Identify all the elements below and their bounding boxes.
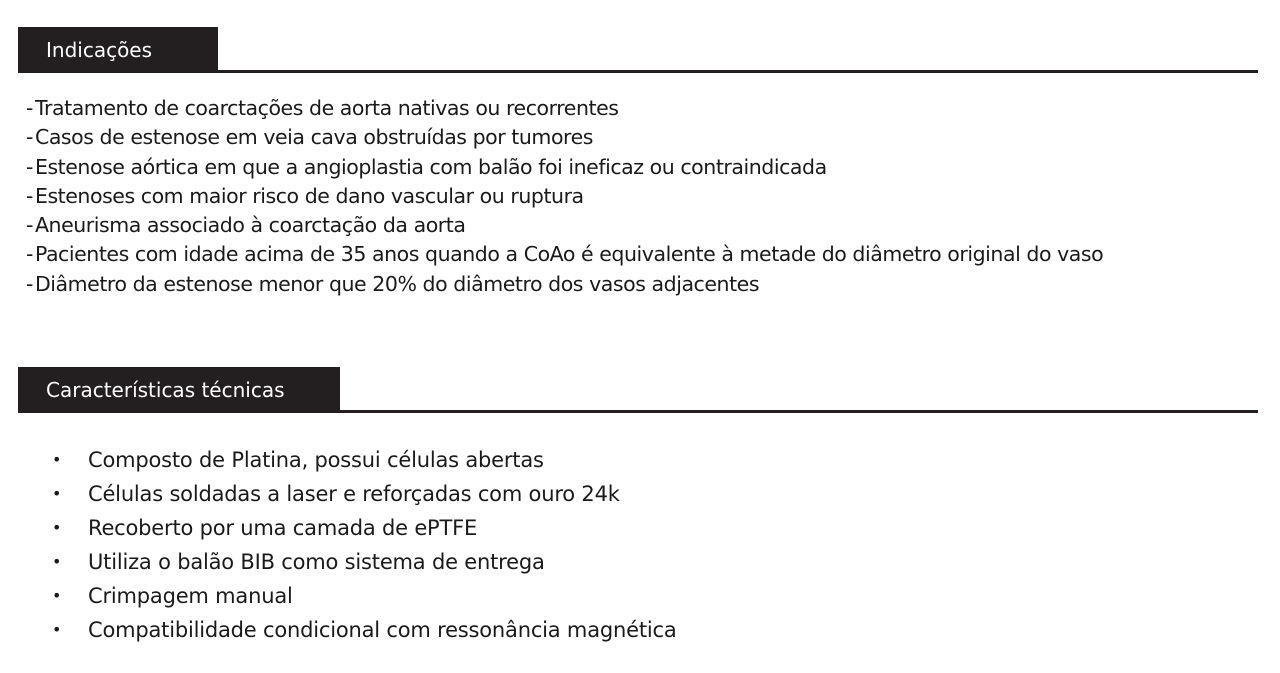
indicacoes-item: -Tratamento de coarctações de aorta nativas ou recorrentes bbox=[26, 96, 619, 120]
caracteristicas-header bbox=[18, 367, 1258, 413]
indicacoes-item: -Estenose aórtica em que a angioplastia com balão foi ineficaz ou contraindicada bbox=[26, 154, 827, 179]
bullet-icon: • bbox=[52, 518, 62, 537]
caracteristicas-item: • Crimpagem manual bbox=[52, 579, 677, 613]
bullet-icon: • bbox=[52, 450, 62, 469]
bullet-icon: • bbox=[52, 620, 62, 639]
caracteristicas-title: Características técnicas bbox=[18, 367, 340, 413]
indicacoes-item: -Pacientes com idade acima de 35 anos quando a CoAo é equivalente à metade do diâmetro original do vaso bbox=[26, 242, 1104, 267]
caracteristicas-section bbox=[18, 367, 1258, 413]
caracteristicas-item: • Células soldadas a laser e reforçadas com ouro 24k bbox=[52, 477, 677, 511]
indicacoes-item: -Estenoses com maior risco de dano vascular ou ruptura bbox=[26, 183, 584, 208]
indicacoes-item: -Diâmetro da estenose menor que 20% do diâmetro dos vasos adjacentes bbox=[26, 271, 760, 296]
indicacoes-section bbox=[18, 27, 1258, 73]
bullet-icon: • bbox=[52, 484, 62, 503]
caracteristicas-item: • Composto de Platina, possui células abertas bbox=[52, 443, 677, 477]
indicacoes-header bbox=[18, 27, 1258, 73]
bullet-icon: • bbox=[52, 586, 62, 605]
caracteristicas-item: • Utiliza o balão BIB como sistema de entrega bbox=[52, 545, 677, 579]
caracteristicas-item: • Compatibilidade condicional com ressonância magnética bbox=[52, 613, 677, 647]
indicacoes-item: -Casos de estenose em veia cava obstruídas por tumores bbox=[26, 125, 593, 150]
caracteristicas-item: • Recoberto por uma camada de ePTFE bbox=[52, 511, 677, 545]
indicacoes-list bbox=[26, 94, 1103, 299]
caracteristicas-list bbox=[52, 443, 677, 647]
caracteristicas-header-rule bbox=[18, 410, 1258, 413]
bullet-icon: • bbox=[52, 552, 62, 571]
indicacoes-header-rule bbox=[18, 70, 1258, 73]
indicacoes-item: -Aneurisma associado à coarctação da aorta bbox=[26, 213, 466, 238]
indicacoes-title: Indicações bbox=[18, 27, 218, 73]
